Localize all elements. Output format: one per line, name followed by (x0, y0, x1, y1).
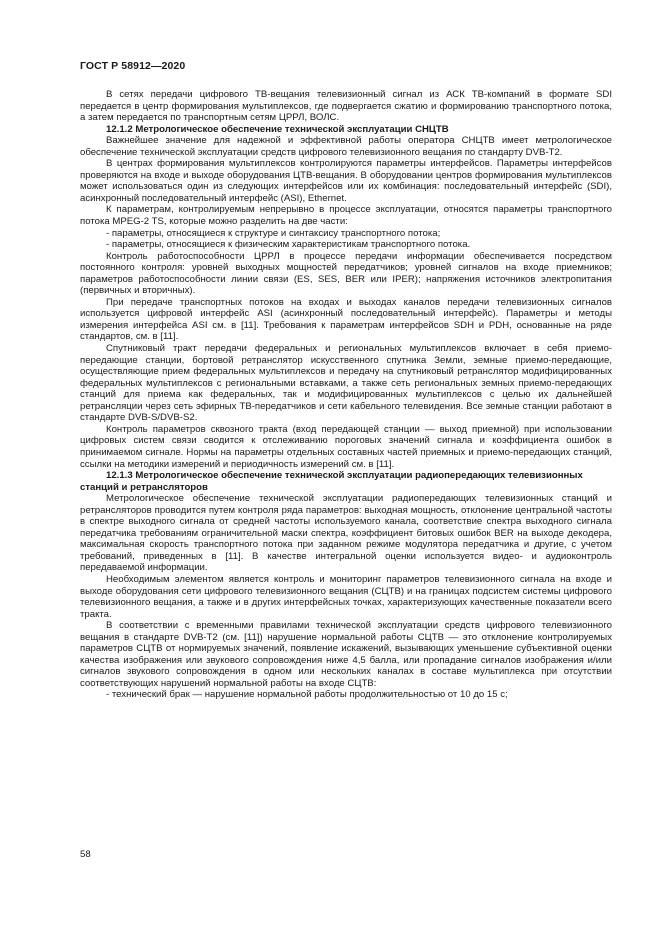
body-paragraph: При передаче транспортных потоков на входах и выходах каналов передачи телевизионных сигналов используется цифровой интерфейс ASI (асинхронный последовательный интерфейс). Параметры и методы измерения интерфейса ASI см. в [11]. Требования к параметрам интерфейсов SDH и PDH, основанные на ряде стандартов, см. в [11]. (80, 296, 612, 343)
page-number: 58 (80, 849, 91, 860)
body-paragraph: Контроль параметров сквозного тракта (вход передающей станции — выход приемной) при использовании цифровых систем связи сводится к отслеживанию пороговых значений сигнала и коэффициента ошибок в принимаемом сигнале. Нормы на параметры отдельных составных частей приемных и приемо-передающих станций, ссылки на методики измерений и периодичность измерений см. в [11]. (80, 423, 612, 470)
body-paragraph: Метрологическое обеспечение технической эксплуатации радиопередающих телевизионных станций и ретрансляторов проводится путем контроля ряда параметров: выходная мощность, отклонение центральной частоты в спектре выходного сигнала от средней частоты используемого канала, соответствие спектра выходного сигнала передатчика требованиям ограничительной маски спектра, коэффициент битовых ошибок BER на выходе декодера, максимальная скорость транспортного потока при заданном режиме модулятора передатчика и другие, с учетом требований, приведенных в [11]. В качестве интегральной оценки используется видео- и аудиоконтроль передаваемой информации. (80, 493, 612, 574)
body-paragraph: Необходимым элементом является контроль и мониторинг параметров телевизионного сигнала на входе и выходе оборудования сети цифрового телевизионного вещания (СЦТВ) и на границах подсистем системы цифрового телевизионного вещания, а также и в других интерфейсных точках, характеризующих качественные показатели всего тракта. (80, 573, 612, 620)
body-paragraph: В центрах формирования мультиплексов контролируются параметры интерфейсов. Параметры интерфейсов проверяются на входе и выходе оборудования ЦТВ-вещания. В оборудовании центров формирования мультиплексов может использоваться один из следующих интерфейсов или их комбинация: последовательный интерфейс (SDI), асинхронный последовательный интерфейс (ASI), Ethernet. (80, 158, 612, 204)
document-body (80, 89, 612, 701)
page-header: ГОСТ Р 58912—2020 (80, 60, 186, 72)
body-paragraph: В сетях передачи цифрового ТВ-вещания телевизионный сигнал из АСК ТВ-компаний в формате SDI передается в центр формирования мультиплексов, где подвергается сжатию и формированию транспортного потока, а затем передается по транспортным сетям ЦРРЛ, ВОЛС. (80, 89, 612, 124)
body-paragraph: Спутниковый тракт передачи федеральных и региональных мультиплексов включает в себя приемо-передающие станции, бортовой ретранслятор искусственного спутника Земли, земные приемо-передающие, осуществляющие прием федеральных мультиплексов и передачу на спутниковый ретранслятор модифицированных федеральных мультиплексов с региональными вставками, а также сеть региональных земных приемо-передающих станций для приема как федеральных, так и модифицированных мультиплексов с целью их дальнейшей ретрансляции через сеть эфирных ТВ-передатчиков и сети кабельного телевидения. Все земные станции работают в стандарте DVB-S/DVB-S2. (80, 343, 612, 424)
body-paragraph: Контроль работоспособности ЦРРЛ в процессе передачи информации обеспечивается посредством постоянного контроля: уровней выходных мощностей передатчиков; уровней сигналов на входе приемников; параметров работоспособности линии связи (ES, SES, BER или IPER); напряжения источников электропитания (первичных и вторичных). (80, 250, 612, 297)
section-heading: 12.1.2 Метрологическое обеспечение технической эксплуатации СНЦТВ (106, 123, 449, 135)
body-paragraph: Важнейшее значение для надежной и эффективной работы оператора СНЦТВ имеет метрологическое обеспечение технической эксплуатации средств цифрового телевизионного вещания по стандарту DVB-T2. (80, 135, 612, 158)
section-heading: 12.1.3 Метрологическое обеспечение технической эксплуатации радиопередающих телевизионных станций и ретрансляторов (80, 470, 583, 493)
list-item: - технический брак — нарушение нормальной работы продолжительностью от 10 до 15 с; (106, 689, 508, 701)
list-item: - параметры, относящиеся к структуре и синтаксису транспортного потока; (106, 227, 441, 239)
body-paragraph: В соответствии с временными правилами технической эксплуатации средств цифрового телевизионного вещания в стандарте DVB-T2 (см. [11]) нарушение нормальной работы СЦТВ — это отклонение контролируемых параметров СЦТВ от нормируемых значений, появление искажений, вызывающих уменьшение субъективной оценки качества изображения или звукового сопровождения ниже 4,5 балла, или пропадание сигналов изображения и/или сигналов звукового сопровождения в одном или нескольких каналах в составе мультиплекса при отсутствии соответствующих нарушений нормальной работы на входе СЦТВ: (80, 620, 612, 689)
body-paragraph: К параметрам, контролируемым непрерывно в процессе эксплуатации, относятся параметры транспортного потока MPEG-2 TS, которые можно разделить на две части: (80, 204, 612, 228)
list-item: - параметры, относящиеся к физическим характеристикам транспортного потока. (106, 239, 471, 251)
